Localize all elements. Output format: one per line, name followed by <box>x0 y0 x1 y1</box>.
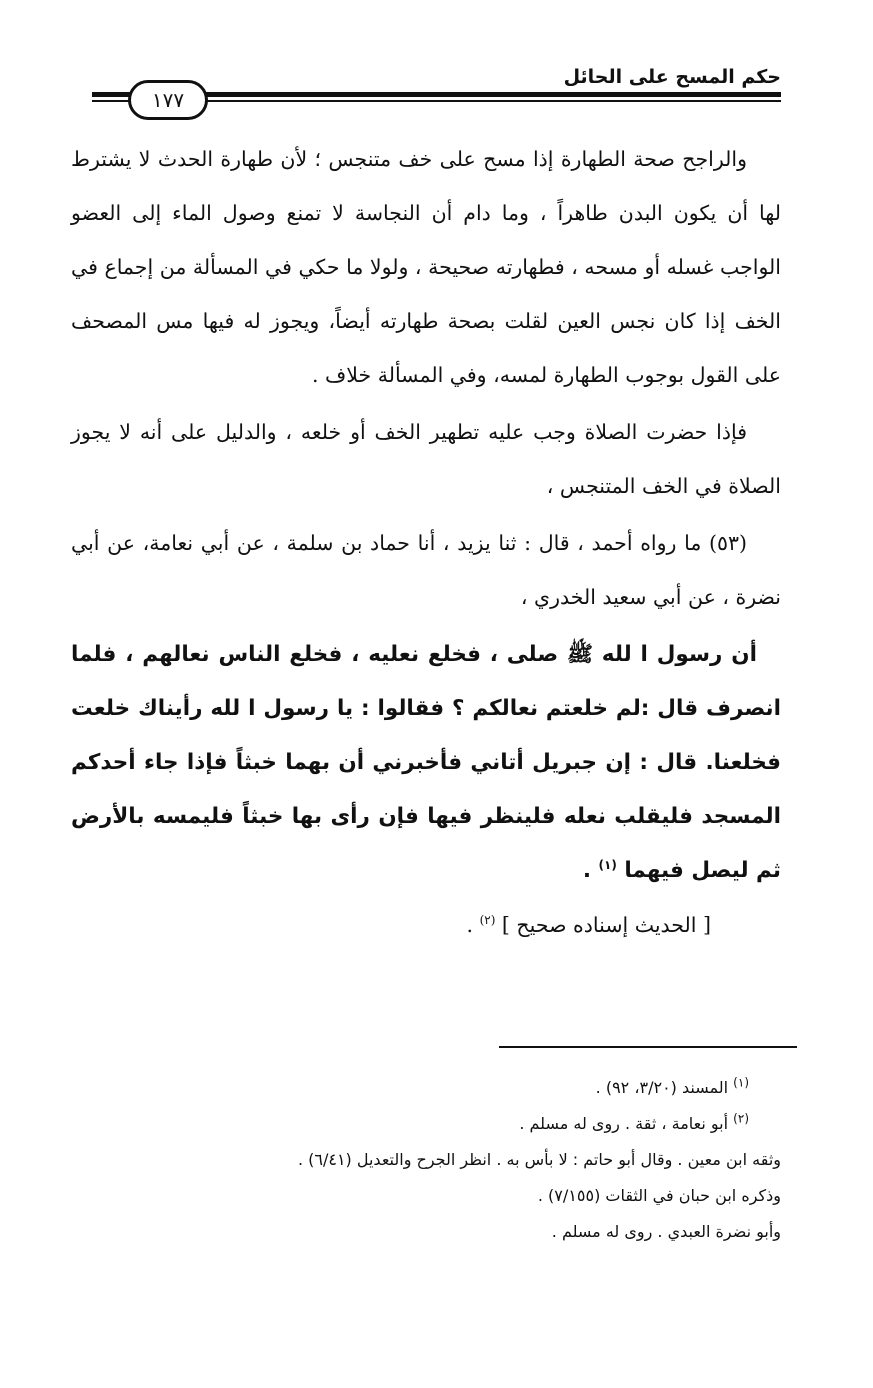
footnote-ref-1: (١) <box>598 857 617 872</box>
footnote-2-line-3: وذكره ابن حبان في الثقات (٧/١٥٥) . <box>537 1186 781 1205</box>
footnote-1-mark: (١) <box>733 1075 749 1090</box>
hadith-end-mark: . <box>582 858 592 883</box>
footnote-2 <box>81 1106 781 1142</box>
paragraph-evidence-intro: فإذا حضرت الصلاة وجب عليه تطهير الخف أو خلعه ، والدليل على أنه لا يجوز الصلاة في الخف المتنجس ، <box>71 420 781 498</box>
verdict-text: [ الحديث إسناده صحيح ] <box>501 913 711 937</box>
hadith-matn: أن رسول ا لله ﷺ صلى ، فخلع نعليه ، فخلع الناس نعالهم ، فلما انصرف قال :لم خلعتم نعالكم ؟ فقالوا : يا رسول ا لله رأيناك خلعت فخلعنا. قال : إن جبريل أتاني فأخبرني أن بهما خبثاً فإذا جاء أحدكم المسجد فليقلب نعله فلينظر فيها فإن رأى بها خبثاً فليمسه بالأرض ثم ليصل فيهما <box>71 642 781 883</box>
footnote-separator <box>499 1046 797 1048</box>
verdict-end-mark: . <box>466 913 474 937</box>
footnote-2-line-4: وأبو نضرة العبدي . روى له مسلم . <box>551 1222 781 1241</box>
footnotes <box>81 1070 781 1250</box>
paragraph-isnad: (٥٣) ما رواه أحمد ، قال : ثنا يزيد ، أنا حماد بن سلمة ، عن أبي نعامة، عن أبي نضرة ، عن أبي سعيد الخدري ، <box>71 531 781 609</box>
footnote-ref-2: (٢) <box>479 913 496 928</box>
hadith-verdict <box>71 898 781 952</box>
body-text <box>71 132 781 952</box>
footnote-2-mark: (٢) <box>733 1111 749 1126</box>
page-number: ١٧٧ <box>128 80 208 120</box>
footnote-2-text: أبو نعامة ، ثقة . روى له مسلم . <box>519 1114 729 1133</box>
paragraph-ruling: والراجح صحة الطهارة إذا مسح على خف متنجس ؛ لأن طهارة الحدث لا يشترط لها أن يكون البدن طاهراً ، وما دام أن النجاسة لا تمنع وصول الماء إلى العضو الواجب غسله أو مسحه ، فطهارته صحيحة ، ولولا ما حكي في المسألة من إجماع في الخف إذا كان نجس العين لقلت بصحة طهارته أيضاً، ويجوز له فيها مس المصحف على القول بوجوب الطهارة لمسه، وفي المسألة خلاف . <box>71 147 781 387</box>
footnote-1 <box>81 1070 781 1106</box>
hadith-text <box>71 628 781 898</box>
running-title: حكم المسح على الحائل <box>563 66 781 88</box>
footnote-2-line-2: وثقه ابن معين . وقال أبو حاتم : لا بأس به . انظر الجرح والتعديل (٦/٤١) . <box>297 1150 781 1169</box>
footnote-1-text: المسند (٣/٢٠، ٩٢) . <box>595 1078 729 1097</box>
